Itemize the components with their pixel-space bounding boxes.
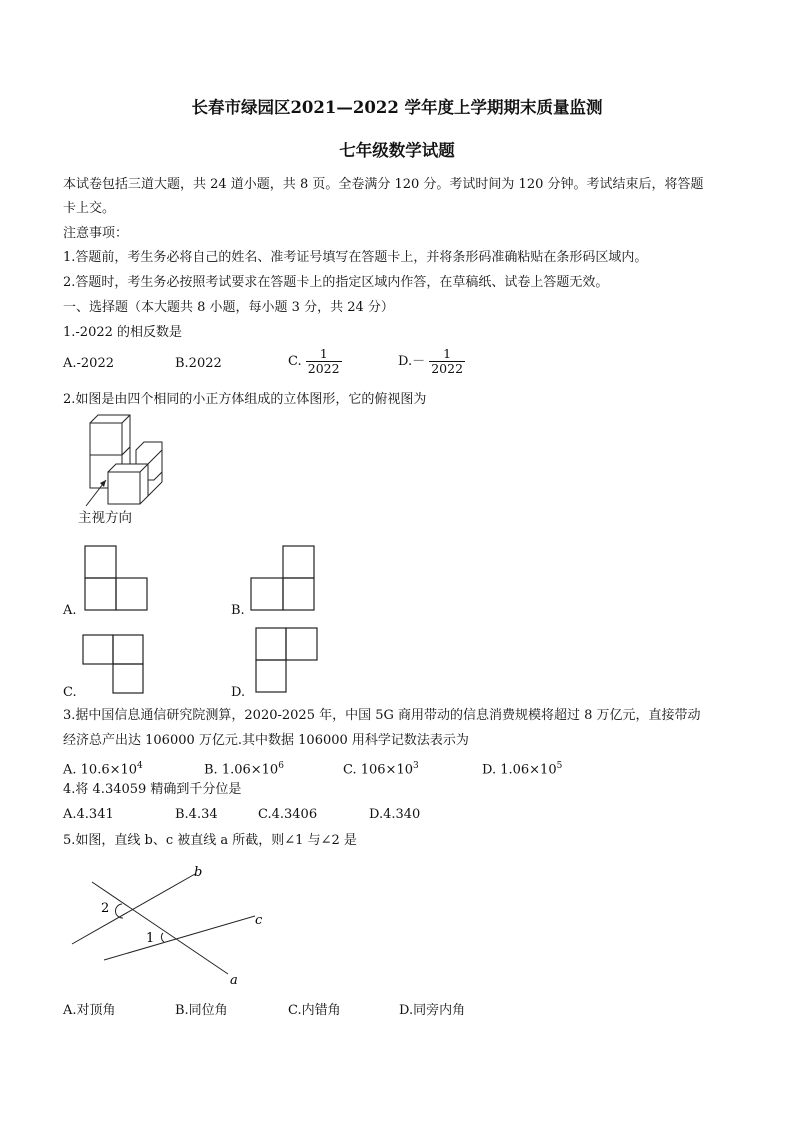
- square: [113, 664, 143, 693]
- notice-2: 2.答题时，考生务必按照考试要求在答题卡上的指定区域内作答，在草稿纸、试卷上答题无效。: [63, 275, 609, 290]
- q2-option-c-figure: [82, 634, 144, 694]
- exam-subtitle: 七年级数学试题: [339, 141, 455, 160]
- q3-d-base: D. 1.06×10: [482, 762, 557, 778]
- q5-option-c: C.内错角: [288, 1003, 341, 1018]
- q2-option-d-label: D.: [231, 685, 246, 700]
- intro-line-1: 本试卷包括三道大题，共 24 道小题，共 8 页。全卷满分 120 分。考试时间为 120 分钟。考试结束后，将答题: [63, 177, 704, 192]
- section-1-heading: 一、选择题（本大题共 8 小题，每小题 3 分，共 24 分）: [63, 300, 394, 315]
- q3-c-exponent: 3: [413, 761, 419, 771]
- q3-b-exponent: 6: [278, 761, 284, 771]
- exam-title: 长春市绿园区2021—2022 学年度上学期期末质量监测: [191, 98, 603, 117]
- label-angle-1: 1: [146, 931, 155, 946]
- label-a: a: [230, 973, 238, 988]
- q3-option-c: [343, 758, 419, 778]
- square: [85, 578, 116, 610]
- q4-option-b: B.4.34: [175, 807, 218, 822]
- q1-stem: 1.-2022 的相反数是: [63, 325, 183, 340]
- q5-option-b: B.同位角: [175, 1003, 228, 1018]
- q3-d-exponent: 5: [556, 761, 563, 771]
- q4-option-c: C.4.3406: [258, 807, 318, 822]
- line-a: [92, 882, 228, 974]
- q4-option-d: D.4.340: [369, 807, 421, 822]
- q3-option-b: [204, 758, 284, 778]
- right-cube-bottom-link: [148, 482, 162, 496]
- square: [256, 660, 286, 692]
- view-direction-caption: 主视方向: [78, 510, 132, 526]
- angle-1-arc: [161, 933, 164, 942]
- notice-1: 1.答题前，考生务必将自己的姓名、准考证号填写在答题卡上，并将条形码准确粘贴在条形码区域内。: [63, 250, 648, 265]
- q1-c-denominator: 2022: [307, 361, 340, 376]
- q2-stem: 2.如图是由四个相同的小正方体组成的立体图形，它的俯视图为: [63, 392, 427, 407]
- square: [251, 578, 283, 610]
- q2-option-c-label: C.: [63, 685, 77, 700]
- square: [83, 635, 113, 664]
- square: [116, 578, 147, 610]
- q1-option-d-fraction: [429, 347, 465, 376]
- line-b: [72, 874, 195, 944]
- q2-option-b-figure: [250, 545, 316, 611]
- q3-line-2: 经济总产出达 106000 万亿元.其中数据 106000 用科学记数法表示为: [63, 733, 469, 748]
- q1-option-a: A.-2022: [63, 356, 114, 371]
- q4-option-a: A.4.341: [63, 807, 114, 822]
- line-c: [104, 916, 255, 960]
- q1-option-c-fraction: [306, 347, 342, 376]
- label-angle-2: 2: [101, 901, 110, 916]
- q1-d-numerator: 1: [443, 346, 452, 361]
- q5-option-d: D.同旁内角: [399, 1003, 466, 1018]
- q1-c-numerator: 1: [319, 346, 328, 361]
- q2-option-b-label: B.: [231, 603, 245, 618]
- q1-option-d-prefix: D.－: [398, 354, 426, 369]
- q3-line-1: 3.据中国信息通信研究院测算，2020-2025 年，中国 5G 商用带动的信息消费规模将超过 8 万亿元，直接带动: [63, 708, 701, 723]
- square: [283, 546, 314, 578]
- q3-a-base: A. 10.6×10: [63, 762, 138, 778]
- square: [286, 628, 317, 660]
- q4-stem: 4.将 4.34059 精确到千分位是: [63, 782, 242, 797]
- q3-c-base: C. 106×10: [343, 762, 413, 778]
- q3-option-a: [63, 758, 143, 778]
- q3-option-d: [482, 758, 562, 778]
- label-c: c: [255, 913, 263, 928]
- q2-option-a-label: A.: [63, 603, 77, 618]
- q3-a-exponent: 4: [137, 761, 143, 771]
- square: [113, 635, 143, 664]
- q1-option-c: [288, 347, 342, 376]
- q1-option-d: [398, 347, 465, 376]
- q3-b-base: B. 1.06×10: [204, 762, 279, 778]
- square: [283, 578, 314, 610]
- q1-option-b: B.2022: [175, 356, 222, 371]
- q2-option-d-figure: [255, 627, 318, 693]
- q5-option-a: A.对顶角: [63, 1003, 116, 1018]
- q5-stem: 5.如图，直线 b、c 被直线 a 所截，则∠1 与∠2 是: [63, 833, 357, 848]
- notice-heading: 注意事项：: [63, 226, 129, 241]
- q1-option-c-prefix: C.: [288, 354, 302, 369]
- label-b: b: [194, 865, 203, 880]
- q2-option-a-figure: [84, 545, 148, 611]
- intro-line-2: 卡上交。: [63, 201, 116, 216]
- square: [256, 628, 286, 660]
- square: [85, 546, 116, 578]
- q5-lines-figure: [60, 860, 280, 990]
- q1-d-denominator: 2022: [431, 361, 464, 376]
